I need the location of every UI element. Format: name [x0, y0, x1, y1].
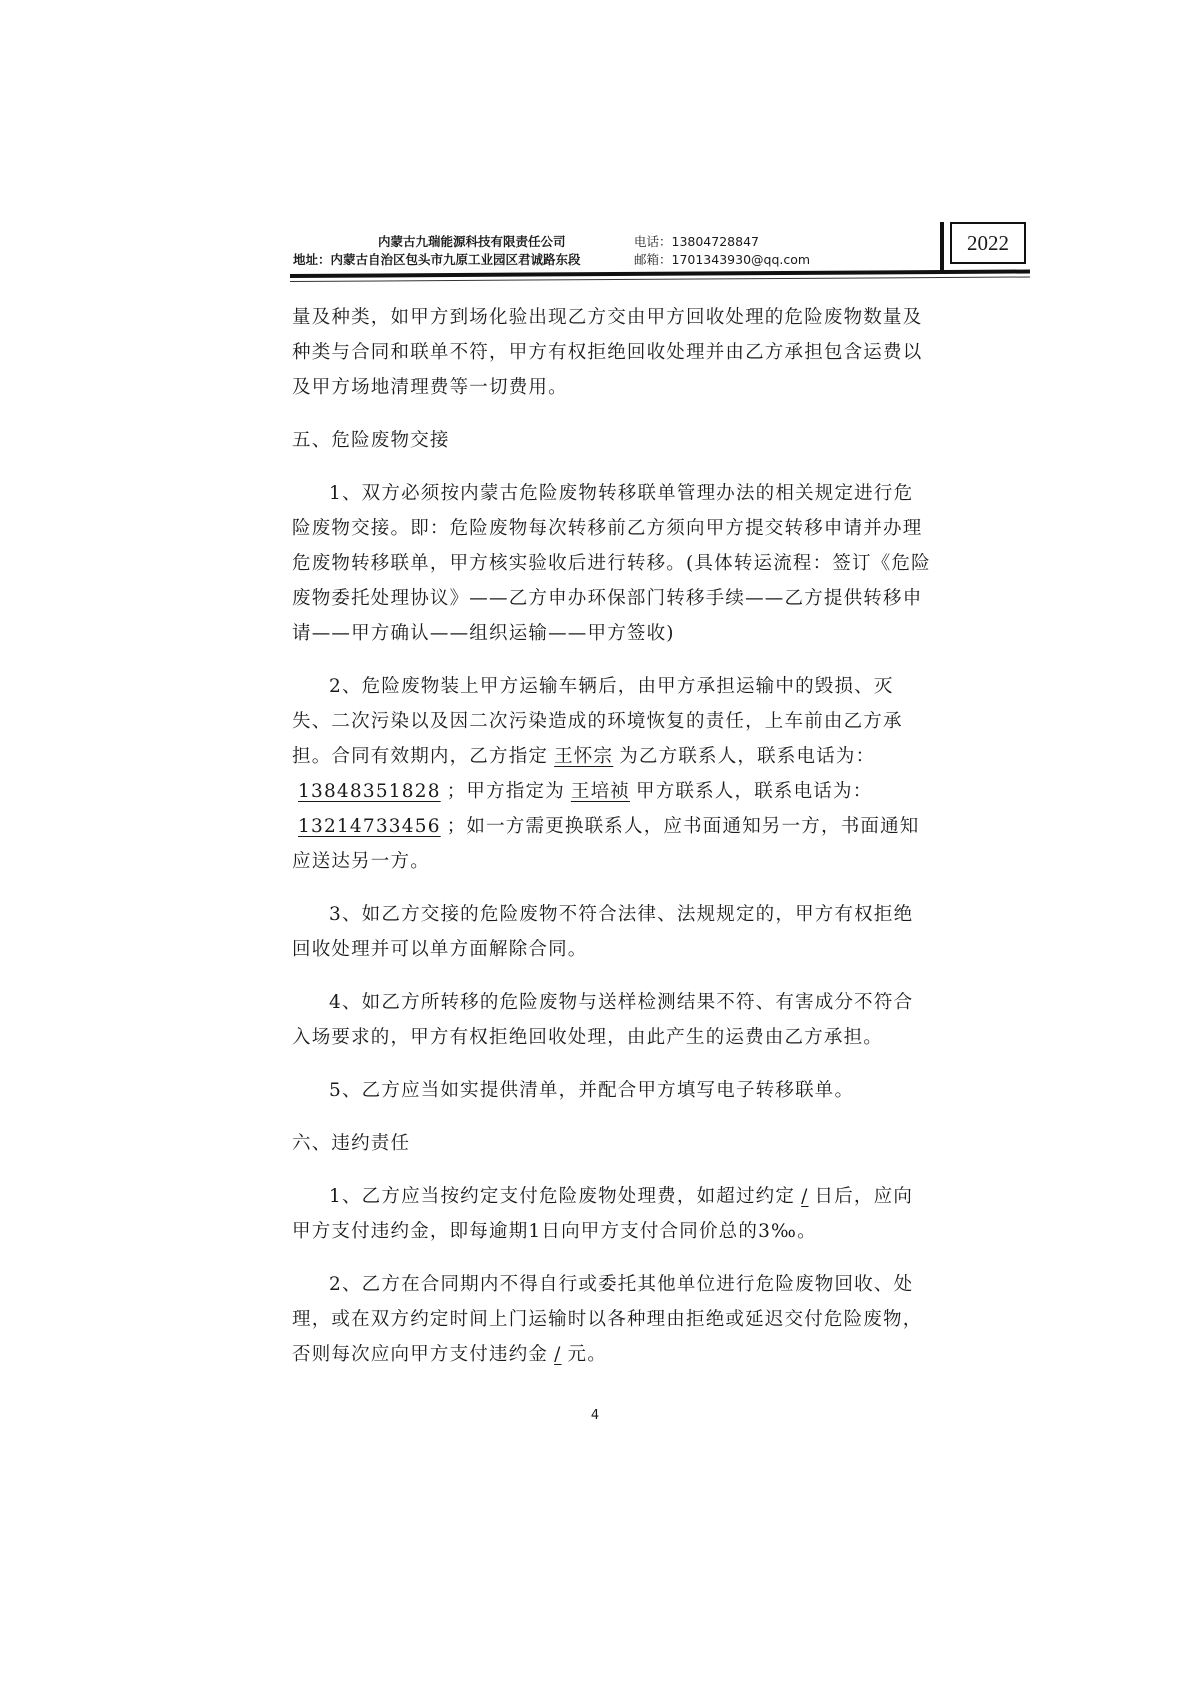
clause-text: 甲方联系人，联系电话为：	[636, 781, 873, 802]
clause-6-1	[292, 1179, 932, 1249]
letterhead	[0, 0, 1190, 290]
company-name: 内蒙古九瑞能源科技有限责任公司	[378, 234, 566, 249]
company-email: 邮箱：1701343930@qq.com	[634, 252, 811, 267]
paragraph-continuation: 量及种类，如甲方到场化验出现乙方交由甲方回收处理的危险废物数量及种类与合同和联单不符，甲方有权拒绝回收处理并由乙方承担包含运费以及甲方场地清理费等一切费用。	[292, 307, 923, 398]
clause-text: ；如一方需更换联系人，应书面通知另一方，书面通知应送达另一方。	[292, 816, 920, 872]
section-heading-5: 五、危险废物交接	[292, 430, 450, 451]
clause-5-3: 3、如乙方交接的危险废物不符合法律、法规规定的，甲方有权拒绝回收处理并可以单方面解除合同。	[292, 904, 914, 960]
party-b-contact-field: 王怀宗	[554, 746, 614, 767]
year-box-bar	[940, 222, 944, 274]
company-phone: 电话：13804728847	[634, 234, 759, 249]
penalty-amount-field: /	[554, 1344, 562, 1365]
clause-text: 元。	[567, 1344, 607, 1365]
page-number: 4	[590, 1408, 600, 1423]
party-a-contact-field: 王培祯	[570, 781, 630, 802]
year-box: 2022	[950, 222, 1026, 264]
party-b-phone-field: 13848351828	[298, 781, 441, 802]
document-body	[292, 300, 932, 1372]
section-heading-6: 六、违约责任	[292, 1133, 411, 1154]
clause-text: 2、乙方在合同期内不得自行或委托其他单位进行危险废物回收、处理，或在双方约定时间上门运输时以各种理由拒绝或延迟交付危险废物，否则每次应向甲方支付违约金	[292, 1274, 923, 1365]
clause-5-5: 5、乙方应当如实提供清单，并配合甲方填写电子转移联单。	[329, 1080, 855, 1101]
party-a-phone-field: 13214733456	[298, 816, 441, 837]
clause-5-1: 1、双方必须按内蒙古危险废物转移联单管理办法的相关规定进行危险废物交接。即：危险废物每次转移前乙方须向甲方提交转移申请并办理危废物转移联单，甲方核实验收后进行转移。(具体转运流程：签订《危险废物委托处理协议》——乙方申办环保部门转移手续——乙方提供转移申请——甲方确认——组织运输——甲方签收)	[292, 483, 931, 644]
clause-text: 为乙方联系人，联系电话为：	[619, 746, 876, 767]
clause-text: 1、乙方应当按约定支付危险废物处理费，如超过约定	[329, 1186, 796, 1207]
company-address: 地址：内蒙古自治区包头市九原工业园区君诚路东段	[293, 252, 581, 267]
clause-6-2	[292, 1267, 932, 1372]
clause-text: 2、危险废物装上甲方运输车辆后，由甲方承担运输中的毁损、灭失、二次污染以及因二次污染造成的环境恢复的责任，上车前由乙方承担。合同有效期内，乙方指定	[292, 676, 903, 767]
clause-5-4: 4、如乙方所转移的危险废物与送样检测结果不符、有害成分不符合入场要求的，甲方有权拒绝回收处理，由此产生的运费由乙方承担。	[292, 992, 914, 1048]
clause-text: 日后，应向甲方支付违约金，即每逾期1日向甲方支付合同价总的3‰。	[292, 1186, 914, 1242]
clause-text: ；甲方指定为	[446, 781, 565, 802]
clause-5-2	[292, 669, 932, 879]
overdue-days-field: /	[801, 1186, 809, 1207]
